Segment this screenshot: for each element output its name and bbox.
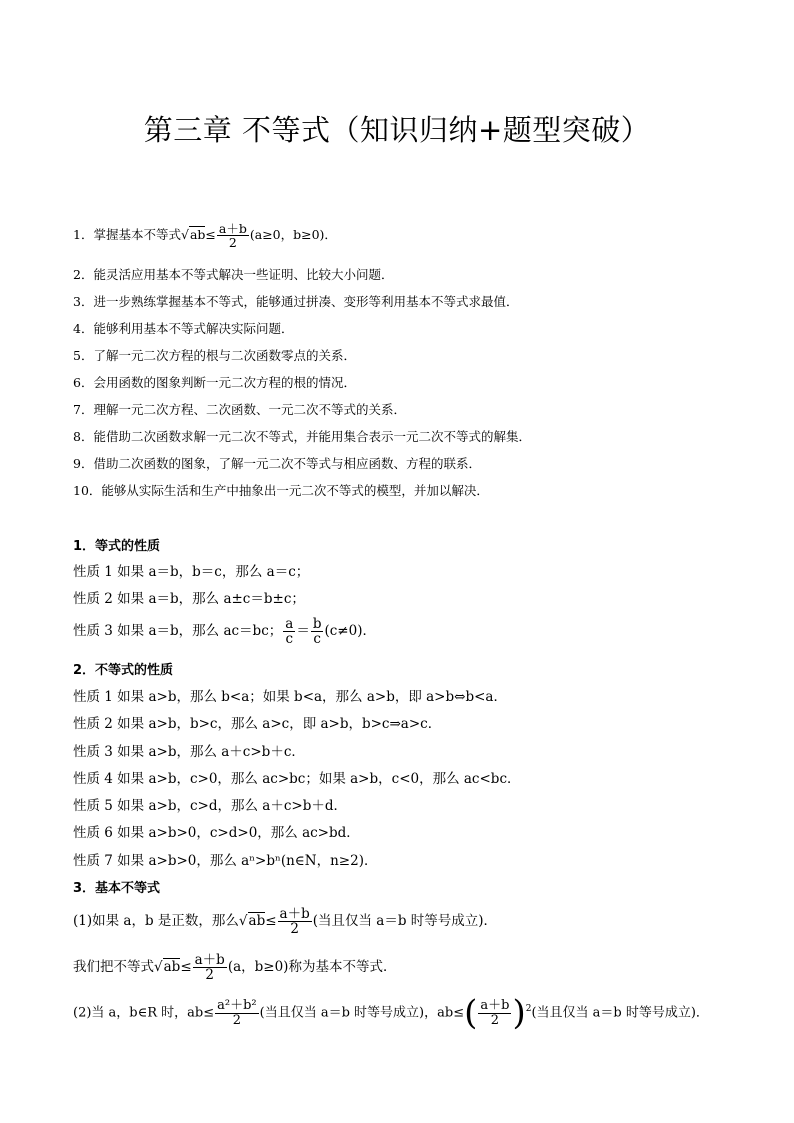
- inequality-property-3: 性质 3 如果 a>b，那么 a＋c>b＋c．: [73, 744, 305, 760]
- inequality-property-7: 性质 7 如果 a>b>0，那么 aⁿ>bⁿ(n∈N，n≥2)．: [73, 853, 378, 869]
- objective-2: 2．能灵活应用基本不等式解决一些证明、比较大小问题．: [73, 267, 394, 282]
- fraction-mean: $\frac{a+b}{2}$: [480, 997, 510, 1028]
- sqrt-ab: ab: [163, 959, 181, 976]
- fraction-a-over-c: $\frac{a}{c}$: [285, 616, 294, 648]
- basic-inequality-line-3: (2)当 a，b∈R 时，ab≤ $\frac{\text{a²＋b²}}{2}$ (当且仅当 a＝b 时等号成立)，ab≤( $\frac{a+b}{2}$ )$^2$(当且仅当 a＝b 时等号成立)．: [73, 993, 709, 1033]
- exponent: 2: [525, 1004, 532, 1015]
- inequality-property-4: 性质 4 如果 a>b，c>0，那么 ac>bc；如果 a>b，c<0，那么 ac<bc．: [73, 771, 521, 787]
- equality-property-3-condition: (c≠0)．: [324, 623, 376, 640]
- le-sign: ≤: [265, 913, 277, 930]
- objective-10: 10．能够从实际生活和生产中抽象出一元二次不等式的模型，并加以解决．: [73, 483, 489, 498]
- basic-inequality-line-2: 我们把不等式√ab≤ $\frac{a+b}{2}$ (a，b≥0)称为基本不等式．: [73, 952, 397, 984]
- le-sign: ≤: [205, 227, 216, 243]
- fraction-b-over-c: $\frac{b}{c}$: [312, 616, 322, 648]
- inequality-property-1: 性质 1 如果 a>b，那么 b<a；如果 b<a，那么 a>b，即 a>b⇔b<a．: [73, 689, 507, 705]
- objective-6: 6．会用函数的图象判断一元二次方程的根的情况．: [73, 375, 356, 390]
- equality-property-1: 性质 1 如果 a＝b，b＝c，那么 a＝c；: [73, 564, 310, 580]
- objective-7: 7．理解一元二次方程、二次函数、一元二次不等式的关系．: [73, 402, 406, 417]
- fraction-mean: $\frac{a+b}{2}$: [279, 906, 310, 938]
- objective-1: 1．掌握基本不等式√ab≤ $\frac{a+b}{2}$ (a≥0，b≥0)．: [73, 221, 337, 251]
- section-heading-equality: 1．等式的性质: [73, 539, 161, 554]
- objective-4: 4．能够利用基本不等式解决实际问题．: [73, 321, 294, 336]
- objective-9: 9．借助二次函数的图象，了解一元二次不等式与相应函数、方程的联系．: [73, 456, 481, 471]
- equality-property-2: 性质 2 如果 a＝b，那么 a±c＝b±c；: [73, 591, 305, 607]
- equality-property-3-text: 性质 3 如果 a＝b，那么 ac＝bc；: [73, 623, 283, 640]
- objective-8: 8．能借助二次函数求解一元二次不等式，并能用集合表示一元二次不等式的解集．: [73, 429, 531, 444]
- basic-inequality-line-1-text: (1)如果 a，b 是正数，那么: [73, 913, 239, 930]
- basic-inequality-line-3-condition: (当且仅当 a＝b 时等号成立)．: [531, 1005, 709, 1021]
- basic-inequality-line-3-text: (2)当 a，b∈R 时，ab≤: [73, 1005, 215, 1021]
- basic-inequality-line-1: (1)如果 a，b 是正数，那么√ab≤ $\frac{a+b}{2}$ (当且仅当 a＝b 时等号成立)．: [73, 906, 498, 938]
- fraction-squares: $\frac{\text{a²＋b²}}{2}$: [217, 997, 257, 1028]
- sqrt-ab: ab: [248, 913, 266, 930]
- inequality-property-5: 性质 5 如果 a>b，c>d，那么 a＋c>b＋d．: [73, 798, 347, 814]
- basic-inequality-line-1-condition: (当且仅当 a＝b 时等号成立)．: [312, 913, 498, 930]
- objective-1-prefix: 1．掌握基本不等式: [73, 227, 181, 243]
- fraction: $\frac{a+b}{2}$: [218, 221, 247, 251]
- inequality-property-6: 性质 6 如果 a>b>0，c>d>0，那么 ac>bd．: [73, 825, 360, 841]
- basic-inequality-line-2-suffix: (a，b≥0)称为基本不等式．: [227, 959, 397, 976]
- objective-3: 3．进一步熟练掌握基本不等式，能够通过拼凑、变形等利用基本不等式求最值．: [73, 294, 519, 309]
- objective-1-suffix: (a≥0，b≥0)．: [249, 227, 337, 243]
- equality-property-3: [73, 617, 376, 646]
- equals-sign: ＝: [296, 623, 310, 640]
- le-sign: ≤: [180, 959, 192, 976]
- fraction-mean: $\frac{a+b}{2}$: [194, 952, 225, 984]
- section-heading-basic-inequality: 3．基本不等式: [73, 881, 161, 896]
- page-title: 第三章 不等式（知识归纳+题型突破）: [143, 113, 651, 147]
- inequality-property-2: 性质 2 如果 a>b，b>c，那么 a>c，即 a>b，b>c⇒a>c．: [73, 716, 442, 732]
- sqrt-ab: ab: [189, 227, 206, 243]
- section-heading-inequality: 2．不等式的性质: [73, 663, 174, 678]
- basic-inequality-line-2-text: 我们把不等式: [73, 959, 154, 976]
- objective-5: 5．了解一元二次方程的根与二次函数零点的关系．: [73, 348, 356, 363]
- basic-inequality-line-3-middle: (当且仅当 a＝b 时等号成立)，ab≤: [259, 1005, 465, 1021]
